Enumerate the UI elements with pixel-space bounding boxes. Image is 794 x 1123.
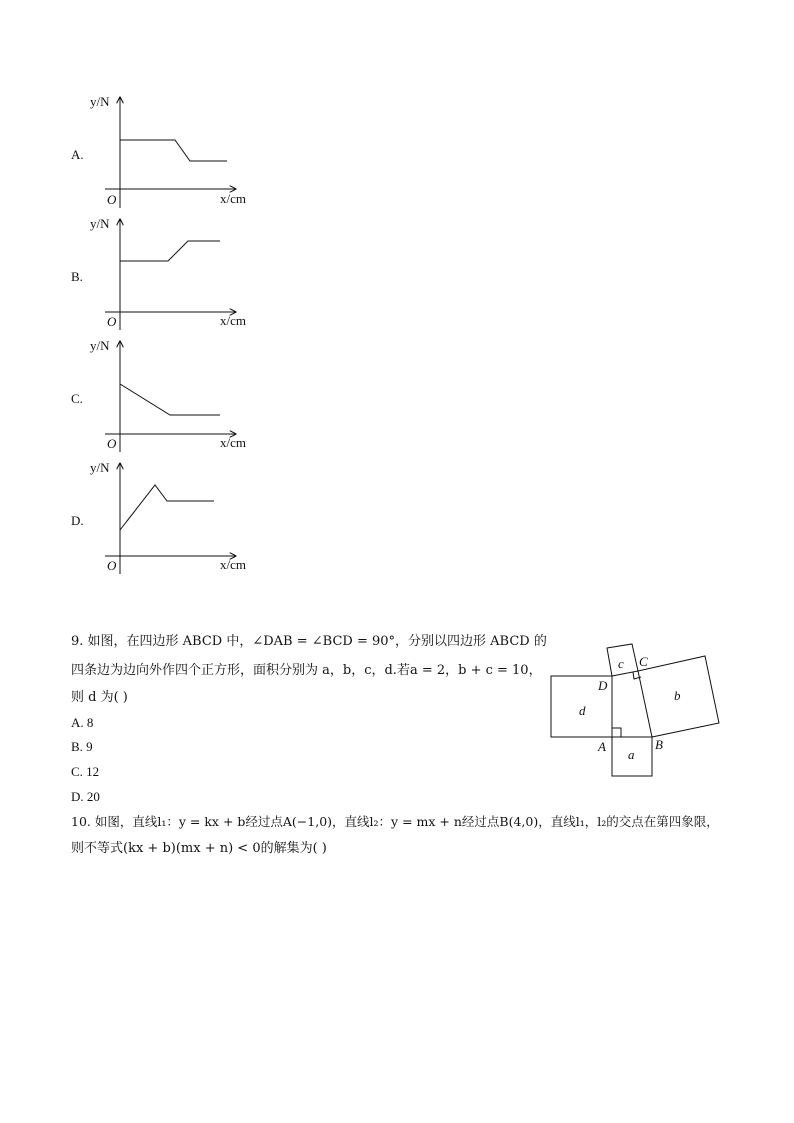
question-text-line: 四条边为边向外作四个正方形，面积分别为 a，b，c，d.若a = 2，b + c = 10，: [71, 663, 542, 678]
vertex-b-label: B: [655, 737, 663, 752]
square-c-label: c: [618, 656, 624, 671]
vertex-a-label: A: [598, 739, 606, 754]
x-axis-label: x/cm: [220, 191, 246, 206]
graph-line: [120, 384, 220, 415]
square-a-label: a: [628, 747, 635, 762]
graph-line: [120, 241, 220, 261]
question-text-line: 10. 如图，直线l₁：y = kx + b经过点A(−1,0)，直线l₂：y = mx + n经过点B(4,0)，直线l₁，l₂的交点在第四象限，: [71, 814, 719, 829]
choice-a: A. 8: [71, 715, 94, 730]
question-text-line: 则不等式(kx + b)(mx + n) < 0的解集为( ): [71, 841, 327, 856]
choice-d: D. 20: [71, 789, 100, 804]
option-label: B.: [71, 269, 83, 284]
y-axis-label: y/N: [90, 216, 110, 231]
x-axis-label: x/cm: [220, 557, 246, 572]
origin-label: O: [107, 314, 117, 329]
y-axis-label: y/N: [90, 94, 110, 109]
quadrilateral-figure: [548, 642, 724, 782]
option-label: A.: [71, 147, 84, 162]
y-axis-label: y/N: [90, 338, 110, 353]
graph-line: [120, 140, 227, 161]
option-label: C.: [71, 391, 83, 406]
choice-b: B. 9: [71, 739, 93, 754]
right-angle-a: [612, 728, 621, 737]
origin-label: O: [107, 436, 117, 451]
square-d-label: d: [579, 703, 586, 718]
graph-d: [85, 456, 265, 580]
x-axis-label: x/cm: [220, 313, 246, 328]
option-label: D.: [71, 513, 84, 528]
origin-label: O: [107, 558, 117, 573]
x-axis-label: x/cm: [220, 435, 246, 450]
graph-a: [85, 90, 265, 214]
question-text-line: 9. 如图，在四边形 ABCD 中，∠DAB = ∠BCD = 90°，分别以四边形 ABCD 的: [71, 634, 547, 649]
y-axis-label: y/N: [90, 460, 110, 475]
graph-line: [120, 485, 214, 530]
origin-label: O: [107, 192, 117, 207]
vertex-c-label: C: [639, 654, 648, 669]
square-b-label: b: [674, 688, 681, 703]
graph-b: [85, 212, 265, 336]
choice-c: C. 12: [71, 764, 100, 779]
vertex-d-label: D: [598, 678, 608, 693]
graph-c: [85, 334, 265, 458]
question-text-line: 则 d 为( ): [71, 690, 128, 705]
